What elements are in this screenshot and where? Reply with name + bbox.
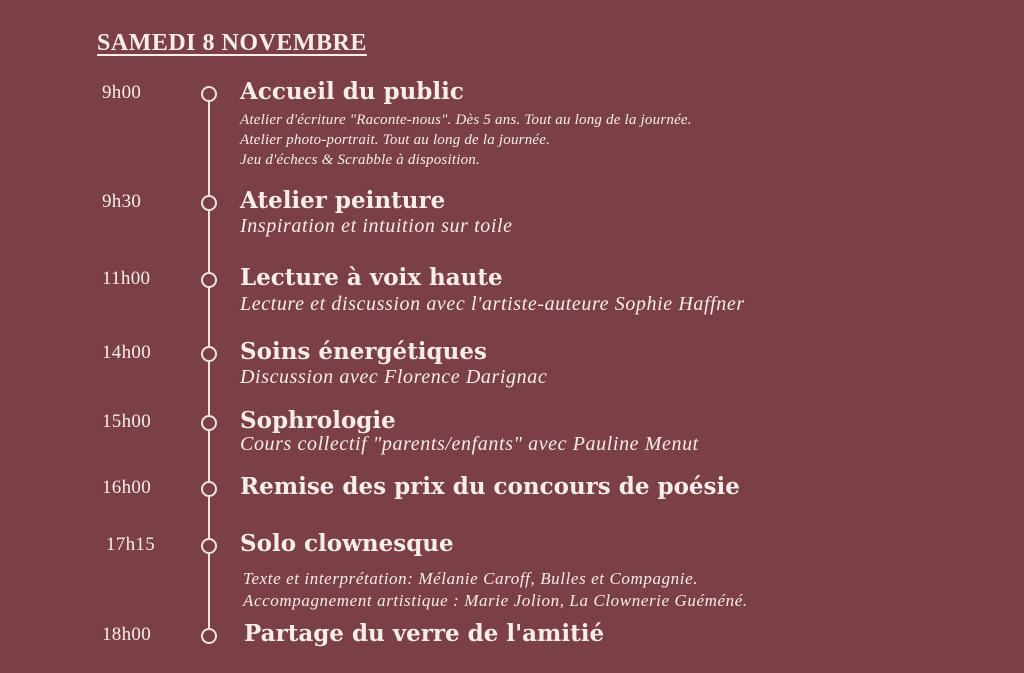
event-title: Sophrologie bbox=[240, 407, 396, 434]
event-description bbox=[240, 110, 692, 170]
event-description bbox=[243, 568, 748, 612]
event-time: 11h00 bbox=[102, 268, 151, 289]
event-description: Discussion avec Florence Darignac bbox=[240, 366, 548, 388]
event-title: Atelier peinture bbox=[240, 187, 446, 214]
event-time: 17h15 bbox=[106, 534, 155, 555]
event-time: 9h30 bbox=[102, 191, 142, 212]
event-description: Lecture et discussion avec l'artiste-auteure Sophie Haffner bbox=[240, 293, 745, 315]
description-line: Texte et interprétation: Mélanie Caroff, Bulles et Compagnie. bbox=[243, 569, 699, 588]
description-line: Atelier d'écriture "Raconte-nous". Dès 5 ans. Tout au long de la journée. bbox=[240, 112, 692, 128]
timeline-dot-icon bbox=[201, 86, 217, 102]
timeline-dot-icon bbox=[201, 415, 217, 431]
event-time: 18h00 bbox=[102, 624, 151, 645]
timeline-dot-icon bbox=[201, 481, 217, 497]
event-title: Soins énergétiques bbox=[240, 338, 487, 365]
event-time: 14h00 bbox=[102, 342, 151, 363]
description-line: Jeu d'échecs & Scrabble à disposition. bbox=[240, 152, 480, 168]
event-title: Partage du verre de l'amitié bbox=[244, 620, 605, 647]
event-title: Lecture à voix haute bbox=[240, 264, 503, 291]
timeline-dot-icon bbox=[201, 538, 217, 554]
timeline-dot-icon bbox=[201, 628, 217, 644]
event-title: Accueil du public bbox=[240, 78, 464, 105]
event-time: 9h00 bbox=[102, 82, 142, 103]
event-description: Cours collectif "parents/enfants" avec Pauline Menut bbox=[240, 433, 699, 455]
description-line: Accompagnement artistique : Marie Jolion, La Clownerie Guéméné. bbox=[243, 591, 748, 610]
timeline-dot-icon bbox=[201, 272, 217, 288]
description-line: Atelier photo-portrait. Tout au long de la journée. bbox=[240, 132, 551, 148]
timeline-dot-icon bbox=[201, 346, 217, 362]
event-title: Solo clownesque bbox=[240, 530, 454, 557]
event-title: Remise des prix du concours de poésie bbox=[240, 473, 740, 500]
day-heading: SAMEDI 8 NOVEMBRE bbox=[97, 30, 367, 56]
event-description: Inspiration et intuition sur toile bbox=[240, 215, 513, 237]
event-time: 15h00 bbox=[102, 411, 151, 432]
event-time: 16h00 bbox=[102, 477, 151, 498]
timeline-dot-icon bbox=[201, 195, 217, 211]
